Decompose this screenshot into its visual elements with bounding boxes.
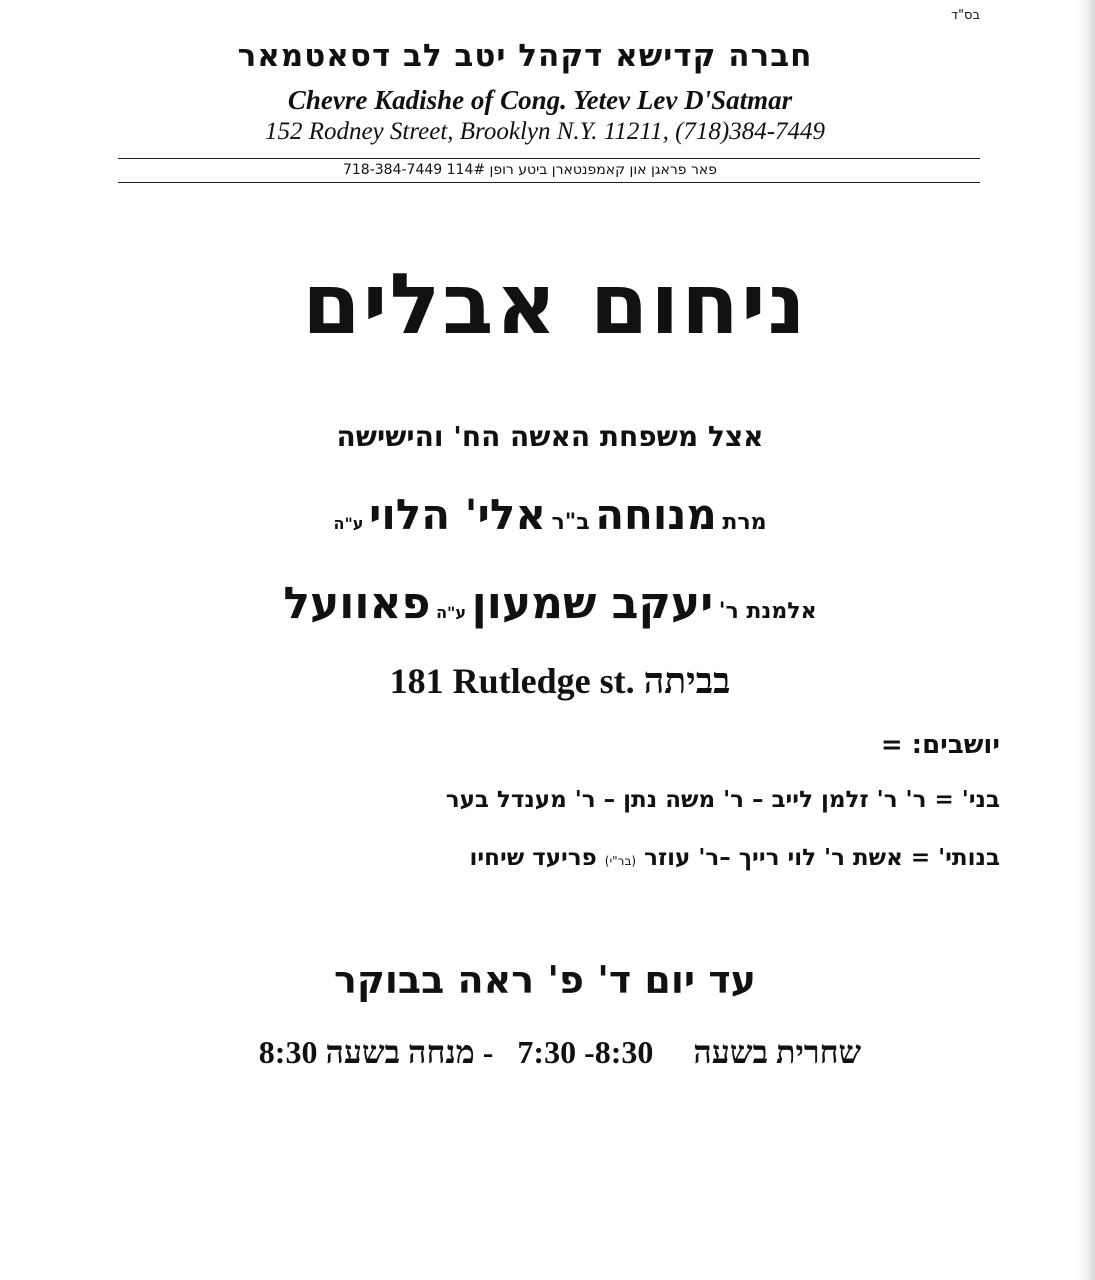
widow-husband: יעקב שמעון (471, 578, 714, 629)
mincha-time: 8:30 (258, 1034, 318, 1070)
daughters-end: פריעד שיחיו (469, 845, 597, 871)
page-edge-shadow (1077, 0, 1095, 1280)
until-line: עד יום ד' פ' ראה בבוקר (334, 958, 756, 1002)
daughters-abbrev: (בר"י) (604, 854, 637, 868)
mincha-label: - מנחה בשעה (325, 1034, 494, 1070)
header-rule-top (118, 158, 980, 159)
name-suffix: ע"ה (333, 514, 364, 533)
times-line (190, 1034, 930, 1071)
address-street: 181 Rutledge st. (389, 661, 635, 701)
address-hebrew: בביתה (643, 661, 731, 701)
name-first: מנוחה (595, 490, 717, 539)
sons-line: בני' = ר' ר' זלמן לייב – ר' משה נתן – ר' מענדל בער (445, 787, 1000, 813)
phone-line: פאר פראגן און קאמפנטארן ביטע רופן 114# 718-384-7449 (342, 162, 718, 178)
notice-title: ניחום אבלים (302, 255, 808, 353)
widow-prefix: אלמנת ר' (718, 599, 817, 624)
header-rule-bottom (118, 182, 980, 183)
org-name-hebrew: חברה קדישא דקהל יטב לב דסאטמאר (237, 38, 813, 74)
name-bat: ב"ר (551, 510, 590, 535)
sitting-label: יושבים: = (880, 730, 1000, 760)
widow-surname: פאוועל (283, 578, 431, 629)
shacharis-time: 7:30 -8:30 (517, 1034, 654, 1070)
name-father: אלי' הלוי (369, 490, 546, 539)
family-line: אצל משפחת האשה הח' והישישה (336, 420, 764, 453)
address-line (330, 660, 790, 702)
daughters-line (330, 845, 1000, 871)
deceased-name-line (250, 490, 850, 539)
org-address: 152 Rodney Street, Brooklyn N.Y. 11211, (718)384-7449 (264, 118, 826, 145)
org-name-english: Chevre Kadishe of Cong. Yetev Lev D'Satmar (287, 85, 793, 115)
bsd-mark: בס"ד (950, 8, 980, 23)
widow-suffix: ע"ה (436, 603, 467, 622)
name-prefix: מרת (722, 510, 767, 535)
shacharis-label: שחרית בשעה (693, 1034, 862, 1070)
daughters-main: בנותי' = אשת ר' לוי רייך –ר' עוזר (644, 845, 1000, 871)
widow-line (230, 578, 870, 629)
